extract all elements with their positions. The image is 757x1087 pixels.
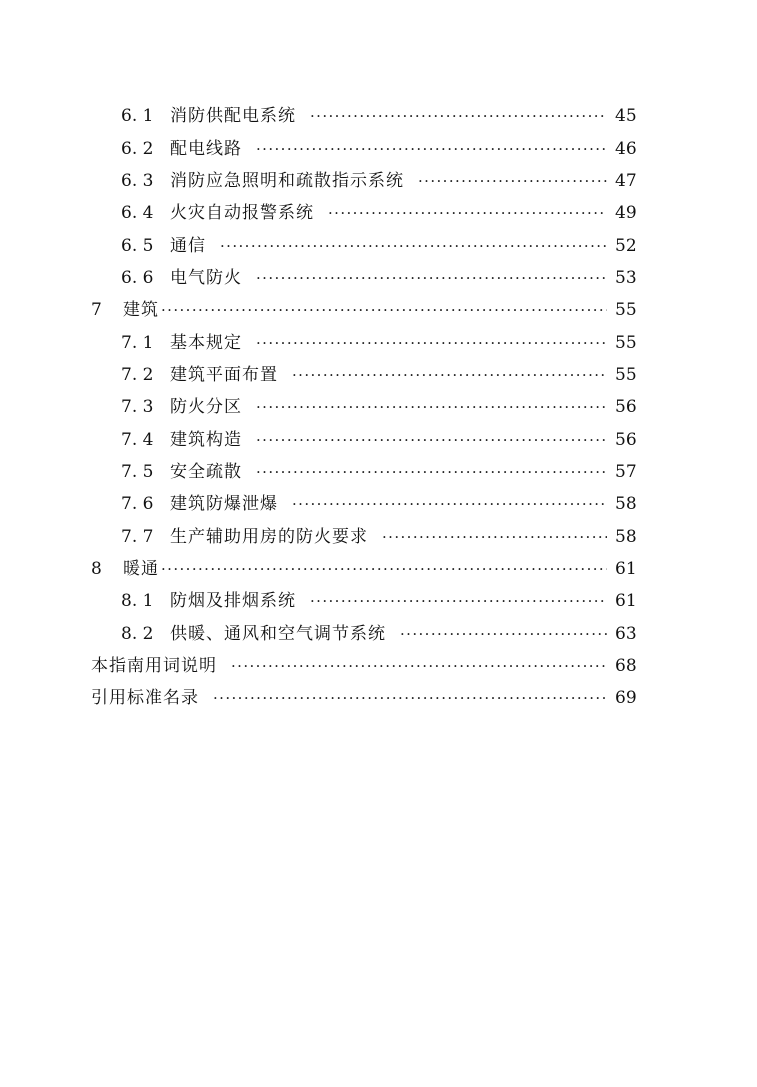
dot-leader [400, 618, 607, 650]
toc-subsection-entry[interactable] [0, 423, 641, 455]
toc-subsection-entry[interactable] [0, 262, 641, 294]
dot-leader [256, 424, 607, 456]
toc-entry-title: 防烟及排烟系统 [170, 591, 296, 612]
dot-leader [220, 230, 607, 262]
toc-chapter-entry[interactable] [0, 553, 641, 585]
toc-chapter-entry[interactable] [0, 294, 641, 326]
toc-entry-title: 基本规定 [170, 332, 242, 353]
toc-entry-page-number: 56 [615, 397, 637, 418]
toc-entry-number: 7. 6 [121, 494, 154, 515]
dot-leader [161, 294, 607, 326]
toc-entry-page-number: 61 [615, 558, 637, 579]
toc-subsection-entry[interactable] [0, 585, 641, 617]
toc-subsection-entry[interactable] [0, 391, 641, 423]
dot-leader [292, 488, 607, 520]
toc-entry-page-number: 53 [615, 267, 637, 288]
toc-entry-title: 安全疏散 [170, 461, 242, 482]
toc-subsection-entry[interactable] [0, 456, 641, 488]
toc-subsection-entry[interactable] [0, 326, 641, 358]
toc-entry-number: 7. 4 [121, 429, 154, 450]
toc-entry-page-number: 68 [615, 656, 637, 677]
toc-entry-number: 7. 7 [121, 526, 154, 547]
toc-subsection-entry[interactable] [0, 100, 641, 132]
table-of-contents [0, 100, 757, 715]
toc-entry-page-number: 46 [615, 138, 637, 159]
dot-leader [292, 359, 607, 391]
toc-entry-number: 7 [91, 300, 102, 321]
dot-leader [328, 197, 607, 229]
toc-entry-title: 配电线路 [170, 138, 242, 159]
toc-entry-number: 7. 3 [121, 397, 154, 418]
toc-entry-number: 6. 4 [121, 203, 154, 224]
dot-leader [256, 327, 607, 359]
toc-subsection-entry[interactable] [0, 197, 641, 229]
toc-entry-page-number: 47 [615, 170, 637, 191]
toc-appendix-entry[interactable] [0, 650, 641, 682]
toc-entry-title: 防火分区 [170, 397, 242, 418]
toc-entry-number: 7. 5 [121, 461, 154, 482]
toc-entry-number: 6. 2 [121, 138, 154, 159]
toc-entry-title: 消防供配电系统 [170, 106, 296, 127]
dot-leader [310, 585, 607, 617]
toc-entry-title: 建筑 [123, 300, 159, 321]
toc-appendix-entry[interactable] [0, 682, 641, 714]
dot-leader [256, 262, 607, 294]
dot-leader [231, 650, 607, 682]
toc-entry-number: 6. 1 [121, 106, 154, 127]
toc-entry-page-number: 55 [615, 364, 637, 385]
toc-entry-page-number: 69 [615, 688, 637, 709]
toc-subsection-entry[interactable] [0, 132, 641, 164]
toc-entry-page-number: 49 [615, 203, 637, 224]
toc-entry-title: 暖通 [123, 558, 159, 579]
dot-leader [382, 521, 607, 553]
toc-entry-title: 引用标准名录 [91, 688, 199, 709]
dot-leader [213, 682, 607, 714]
dot-leader [256, 133, 607, 165]
toc-entry-number: 7. 2 [121, 364, 154, 385]
toc-entry-title: 通信 [170, 235, 206, 256]
toc-entry-number: 6. 6 [121, 267, 154, 288]
toc-entry-title: 消防应急照明和疏散指示系统 [170, 170, 404, 191]
toc-subsection-entry[interactable] [0, 488, 641, 520]
toc-entry-title: 生产辅助用房的防火要求 [170, 526, 368, 547]
dot-leader [418, 165, 607, 197]
toc-entry-page-number: 55 [615, 300, 637, 321]
toc-entry-page-number: 57 [615, 461, 637, 482]
toc-subsection-entry[interactable] [0, 520, 641, 552]
toc-subsection-entry[interactable] [0, 165, 641, 197]
toc-entry-title: 火灾自动报警系统 [170, 203, 314, 224]
dot-leader [310, 100, 607, 132]
toc-subsection-entry[interactable] [0, 618, 641, 650]
toc-entry-page-number: 52 [615, 235, 637, 256]
toc-entry-page-number: 63 [615, 623, 637, 644]
toc-entry-title: 建筑平面布置 [170, 364, 278, 385]
toc-entry-page-number: 58 [615, 526, 637, 547]
toc-entry-number: 8. 2 [121, 623, 154, 644]
toc-entry-page-number: 55 [615, 332, 637, 353]
toc-entry-page-number: 61 [615, 591, 637, 612]
toc-subsection-entry[interactable] [0, 229, 641, 261]
toc-entry-title: 建筑构造 [170, 429, 242, 450]
toc-entry-page-number: 58 [615, 494, 637, 515]
toc-entry-number: 8 [91, 558, 102, 579]
toc-entry-number: 8. 1 [121, 591, 154, 612]
dot-leader [161, 553, 607, 585]
toc-entry-page-number: 56 [615, 429, 637, 450]
dot-leader [256, 391, 607, 423]
toc-entry-number: 7. 1 [121, 332, 154, 353]
toc-entry-number: 6. 5 [121, 235, 154, 256]
toc-entry-page-number: 45 [615, 106, 637, 127]
toc-entry-title: 供暖、通风和空气调节系统 [170, 623, 386, 644]
toc-subsection-entry[interactable] [0, 359, 641, 391]
dot-leader [256, 456, 607, 488]
toc-entry-title: 建筑防爆泄爆 [170, 494, 278, 515]
toc-entry-title: 电气防火 [170, 267, 242, 288]
toc-entry-title: 本指南用词说明 [91, 656, 217, 677]
toc-entry-number: 6. 3 [121, 170, 154, 191]
